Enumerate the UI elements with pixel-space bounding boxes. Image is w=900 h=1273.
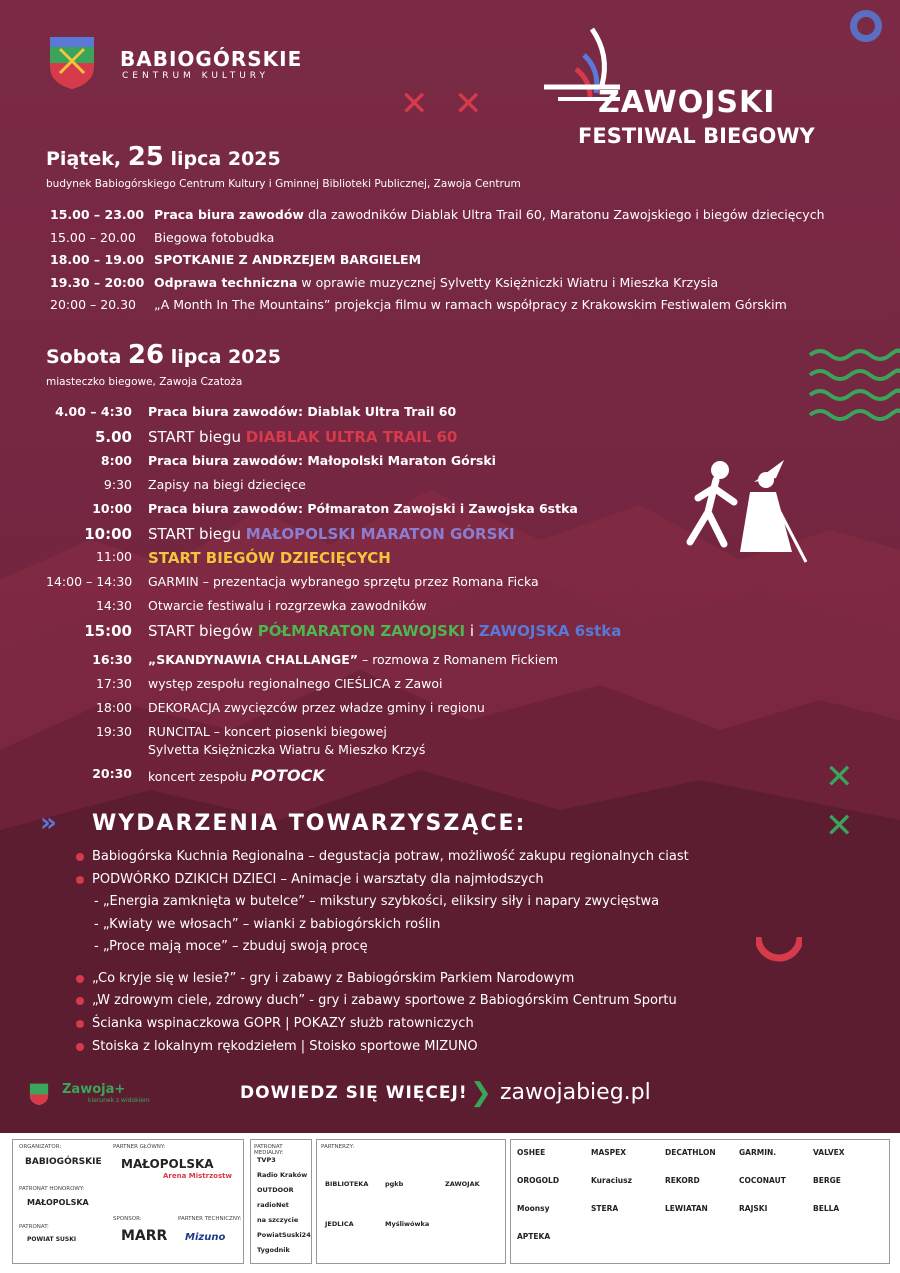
brand-logo: GARMIN. bbox=[739, 1148, 777, 1157]
main-partner-logo: MAŁOPOLSKA bbox=[121, 1157, 214, 1171]
event-description bbox=[154, 207, 825, 222]
event-text: w oprawie muzycznej Sylvetty Księżniczki Wiatru i Mieszka Krzysia bbox=[297, 274, 719, 290]
event-description bbox=[154, 275, 718, 290]
organizer-name: BABIOGÓRSKIE bbox=[120, 47, 303, 71]
media-logo: radioNet bbox=[257, 1201, 289, 1209]
saturday-venue: miasteczko biegowe, Zawoja Czatoża bbox=[46, 376, 243, 388]
event-time: 11:00 bbox=[95, 549, 132, 564]
month-year: lipca 2025 bbox=[170, 148, 281, 170]
media-logo: TVP3 bbox=[257, 1156, 276, 1164]
half-circle-decoration bbox=[756, 935, 802, 963]
side-event-text: - „Proce mają moce” – zbuduj swoją procę bbox=[94, 939, 368, 954]
partners-box bbox=[316, 1139, 506, 1264]
bullet-icon bbox=[76, 975, 84, 983]
brand-logo: Moonsy bbox=[517, 1204, 550, 1213]
brand-logo: LEWIATAN bbox=[665, 1204, 708, 1213]
brand-logo: RAJSKI bbox=[739, 1204, 768, 1213]
event-description bbox=[148, 501, 578, 516]
sponsor-logo: MARR bbox=[121, 1228, 168, 1244]
event-description bbox=[148, 676, 443, 691]
side-event-item bbox=[76, 849, 689, 864]
event-time: 18:00 bbox=[95, 700, 132, 715]
event-text: GARMIN – prezentacja wybranego sprzętu przez Romana Ficka bbox=[148, 574, 539, 589]
day-name: Sobota bbox=[46, 346, 122, 368]
event-description bbox=[148, 742, 425, 757]
event-highlight: MAŁOPOLSKI MARATON GÓRSKI bbox=[245, 525, 515, 543]
wave-decoration bbox=[808, 345, 900, 425]
main-partner-label: PARTNER GŁÓWNY: bbox=[113, 1144, 166, 1150]
event-time: 20:30 bbox=[92, 766, 132, 781]
event-description bbox=[148, 404, 456, 419]
side-event-text: - „Energia zamknięta w butelce” – mikstury szybkości, eliksiry siły i napary zwycięstwa bbox=[94, 894, 660, 909]
partners-label: PARTNERZY: bbox=[321, 1144, 355, 1150]
event-time: 18.00 – 19.00 bbox=[50, 252, 145, 267]
x-decoration: ✕ bbox=[825, 806, 854, 846]
media-logo: Radio Kraków bbox=[257, 1171, 308, 1179]
side-event-item bbox=[76, 971, 574, 986]
event-text: RUNCITAL – koncert piosenki biegowej bbox=[148, 724, 387, 739]
event-time: 5.00 bbox=[94, 428, 132, 446]
event-time: 15.00 – 20.00 bbox=[50, 229, 136, 245]
brand-logo: MASPEX bbox=[591, 1148, 627, 1157]
event-description bbox=[148, 652, 558, 667]
brand-logo: VALVEX bbox=[813, 1148, 845, 1157]
brand-logo: BELLA bbox=[813, 1204, 840, 1213]
event-highlight: START BIEGÓW DZIECIĘCYCH bbox=[148, 549, 391, 567]
event-highlight: Praca biura zawodów: Półmaraton Zawojski i Zawojska 6stka bbox=[148, 501, 578, 516]
honorary-logo: MAŁOPOLSKA bbox=[27, 1198, 89, 1207]
event-highlight: „SKANDYNAWIA CHALLANGE” bbox=[148, 652, 358, 667]
bullet-icon bbox=[76, 997, 84, 1005]
event-highlight: Praca biura zawodów bbox=[154, 207, 304, 222]
event-description bbox=[154, 297, 787, 312]
event-description bbox=[148, 574, 539, 589]
partner-logo: pgkb bbox=[385, 1180, 404, 1188]
bck-shield-logo bbox=[46, 33, 98, 91]
event-time: 8:00 bbox=[100, 453, 132, 468]
media-logo: OUTDOOR bbox=[257, 1186, 294, 1194]
event-time: 19:30 bbox=[95, 724, 132, 739]
event-highlight: Praca biura zawodów: Małopolski Maraton Górski bbox=[148, 453, 496, 468]
event-text: DEKORACJA zwycięzców przez władze gminy i regionu bbox=[148, 700, 485, 715]
event-time: 10:00 bbox=[92, 501, 132, 516]
x-decoration: ✕ bbox=[825, 757, 854, 797]
event-description bbox=[148, 525, 515, 543]
side-event-text: Stoiska z lokalnym rękodziełem | Stoisko sportowe MIZUNO bbox=[92, 1039, 478, 1054]
patron-logo: POWIAT SUSKI bbox=[27, 1236, 77, 1243]
side-event-item bbox=[76, 872, 544, 887]
event-time: 9:30 bbox=[103, 477, 132, 492]
zawoja-logo-text: Zawoja+ bbox=[62, 1082, 126, 1097]
friday-heading bbox=[46, 142, 281, 172]
event-time: 15:00 bbox=[84, 622, 132, 640]
arrow-right-icon: ❯ bbox=[470, 1078, 492, 1108]
honorary-label: PATRONAT HONOROWY: bbox=[19, 1186, 85, 1192]
event-description bbox=[148, 598, 427, 613]
event-time: 4.00 – 4:30 bbox=[55, 404, 132, 419]
brand-logo: OROGOLD bbox=[517, 1176, 560, 1185]
event-description bbox=[148, 549, 391, 567]
event-description bbox=[148, 453, 496, 468]
event-time: 15.00 – 23.00 bbox=[50, 207, 145, 222]
event-description bbox=[154, 252, 421, 267]
event-highlight: ZAWOJSKA 6stka bbox=[478, 622, 622, 640]
event-text: Zapisy na biegi dziecięce bbox=[148, 477, 306, 492]
zawoja-logo bbox=[62, 1082, 125, 1097]
organizer-logo: BABIOGÓRSKIE bbox=[25, 1157, 102, 1167]
sponsor-bar bbox=[0, 1133, 900, 1273]
bullet-icon bbox=[76, 1043, 84, 1051]
side-event-text: Ścianka wspinaczkowa GOPR | POKAZY służb ratowniczych bbox=[92, 1016, 474, 1031]
event-highlight: PÓŁMARATON ZAWOJSKI bbox=[257, 622, 466, 640]
organizer-box bbox=[12, 1139, 244, 1264]
organizer-subtitle: CENTRUM KULTURY bbox=[122, 71, 269, 81]
event-highlight: SPOTKANIE Z ANDRZEJEM BARGIELEM bbox=[154, 252, 422, 267]
event-text: koncert zespołu bbox=[148, 769, 251, 784]
bullet-icon bbox=[76, 876, 84, 884]
festival-title: ZAWOJSKI bbox=[598, 85, 776, 120]
x-decoration: ✕ bbox=[400, 84, 429, 124]
event-highlight: Praca biura zawodów: Diablak Ultra Trail 60 bbox=[148, 404, 457, 419]
bullet-icon bbox=[76, 853, 84, 861]
event-description bbox=[148, 622, 621, 640]
friday-venue: budynek Babiogórskiego Centrum Kultury i Gminnej Biblioteki Publicznej, Zawoja Centrum bbox=[46, 178, 521, 190]
patron-label: PATRONAT: bbox=[19, 1224, 49, 1230]
moon-decoration bbox=[632, 440, 674, 492]
side-event-text: Babiogórska Kuchnia Regionalna – degustacja potraw, możliwość zakupu regionalnych ciast bbox=[92, 849, 689, 864]
ring-decoration bbox=[850, 10, 882, 42]
media-logo: na szczycie bbox=[257, 1216, 299, 1224]
side-event-item bbox=[76, 1016, 474, 1031]
event-highlight: DIABLAK ULTRA TRAIL 60 bbox=[245, 428, 458, 446]
side-event-item bbox=[94, 917, 440, 932]
brand-logo: STERA bbox=[591, 1204, 619, 1213]
side-event-item bbox=[94, 894, 659, 909]
event-description bbox=[148, 766, 325, 785]
brand-logo: BERGE bbox=[813, 1176, 841, 1185]
organizer-label: ORGANIZATOR: bbox=[19, 1144, 62, 1150]
partner-logo: ZAWOJAK bbox=[445, 1180, 480, 1188]
media-logo: Tygodnik bbox=[257, 1246, 290, 1254]
day-number: 26 bbox=[127, 340, 165, 370]
event-text: START biegu bbox=[148, 525, 246, 543]
day-name: Piątek, bbox=[46, 148, 122, 170]
event-highlight: Odprawa techniczna bbox=[154, 274, 298, 290]
runners-illustration bbox=[680, 452, 810, 572]
side-events-title: WYDARZENIA TOWARZYSZĄCE: bbox=[92, 811, 527, 836]
bck-shield-logo bbox=[28, 1082, 50, 1106]
event-time: 14:30 bbox=[95, 598, 132, 613]
tech-partner-label: PARTNER TECHNICZNY: bbox=[178, 1216, 242, 1222]
event-time: 17:30 bbox=[95, 676, 132, 691]
x-decoration: ✕ bbox=[454, 84, 483, 124]
website-link[interactable]: zawojabieg.pl bbox=[500, 1080, 651, 1105]
side-event-item bbox=[94, 939, 368, 954]
zawoja-logo-sub: kierunek z widokiem bbox=[88, 1097, 150, 1104]
event-text: Biegowa fotobudka bbox=[154, 229, 275, 245]
event-time: 20:00 – 20.30 bbox=[50, 297, 137, 312]
sponsor-label: SPONSOR: bbox=[113, 1216, 142, 1222]
media-box bbox=[250, 1139, 312, 1264]
event-text: i bbox=[465, 622, 479, 640]
day-number: 25 bbox=[127, 142, 164, 172]
brand-logo: OSHEE bbox=[517, 1148, 546, 1157]
event-text: START biegów bbox=[148, 622, 258, 640]
tech-partner-logo: Mizuno bbox=[185, 1232, 226, 1243]
partner-logo: Myśliwówka bbox=[385, 1220, 430, 1228]
chevron-right-icon: » bbox=[40, 808, 57, 838]
side-event-text: PODWÓRKO DZIKICH DZIECI – Animacje i warsztaty dla najmłodszych bbox=[92, 872, 544, 887]
event-text: „A Month In The Mountains” projekcja filmu w ramach współpracy z Krakowskim Festiwalem Górskim bbox=[154, 297, 787, 312]
event-text: Sylvetta Księżniczka Wiatru & Mieszko Krzyś bbox=[148, 742, 426, 757]
side-event-text: „Co kryje się w lesie?” - gry i zabawy z Babiogórskim Parkiem Narodowym bbox=[92, 971, 575, 986]
bullet-icon bbox=[76, 1020, 84, 1028]
media-logo: PowiatSuski24 bbox=[257, 1231, 311, 1239]
event-description bbox=[148, 724, 387, 739]
side-event-item bbox=[76, 1039, 478, 1054]
partner-logo: BIBLIOTEKA bbox=[325, 1180, 369, 1188]
event-text: – rozmowa z Romanem Fickiem bbox=[358, 652, 559, 667]
saturday-heading bbox=[46, 340, 281, 370]
festival-subtitle: FESTIWAL BIEGOWY bbox=[578, 124, 815, 148]
event-text: Otwarcie festiwalu i rozgrzewka zawodników bbox=[148, 598, 427, 613]
main-partner-sub: Arena Mistrzostw bbox=[163, 1172, 232, 1180]
side-event-text: „W zdrowym ciele, zdrowy duch” - gry i zabawy sportowe z Babiogórskim Centrum Sportu bbox=[92, 993, 677, 1008]
event-time: 10:00 bbox=[84, 525, 132, 543]
brand-logo: Kuraciusz bbox=[591, 1176, 632, 1185]
event-text: dla zawodników Diablak Ultra Trail 60, Maratonu Zawojskiego i biegów dziecięcych bbox=[303, 207, 825, 222]
partner-logo: JEDLICA bbox=[325, 1220, 354, 1228]
event-time: 19.30 – 20:00 bbox=[50, 274, 145, 290]
brand-logo: APTEKA bbox=[517, 1232, 551, 1241]
side-event-item bbox=[76, 993, 677, 1008]
event-description bbox=[148, 428, 457, 446]
event-time: 16:30 bbox=[92, 652, 132, 667]
event-description bbox=[154, 230, 274, 245]
event-time: 14:00 – 14:30 bbox=[46, 574, 133, 589]
learn-more-text: DOWIEDZ SIĘ WIĘCEJ! bbox=[240, 1083, 468, 1103]
brands-box bbox=[510, 1139, 890, 1264]
brand-logo: COCONAUT bbox=[739, 1176, 786, 1185]
month-year: lipca 2025 bbox=[170, 346, 281, 368]
event-description bbox=[148, 477, 306, 492]
brand-logo: REKORD bbox=[665, 1176, 700, 1185]
media-label: PATRONAT MEDIALNY: bbox=[254, 1144, 284, 1156]
event-text: występ zespołu regionalnego CIEŚLICA z Zawoi bbox=[148, 676, 443, 691]
event-description bbox=[148, 700, 485, 715]
event-highlight: POTOCK bbox=[250, 766, 325, 785]
side-event-text: - „Kwiaty we włosach” – wianki z babiogórskich roślin bbox=[94, 917, 441, 932]
event-text: START biegu bbox=[148, 428, 246, 446]
brand-logo: DECATHLON bbox=[665, 1148, 716, 1157]
